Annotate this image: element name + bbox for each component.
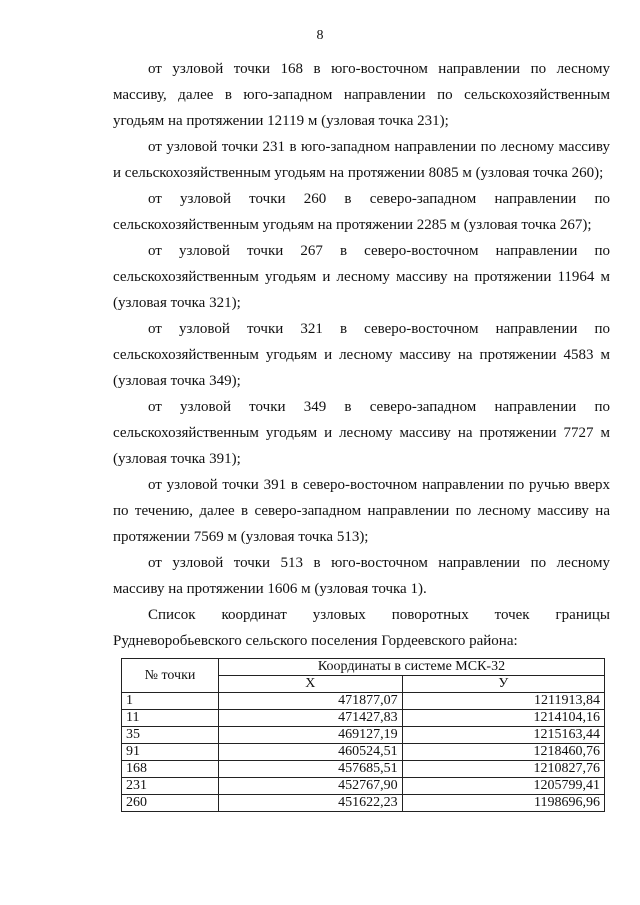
cell-y: 1218460,76 [402, 744, 604, 761]
coordinates-table [121, 658, 605, 812]
paragraph-boundary-391-513: от узловой точки 391 в северо-восточном направлении по ручью вверх по течению, далее в северо-западном направлении по лесному массиву на протяжении 7569 м (узловая точка 513); [113, 477, 610, 545]
cell-y: 1210827,76 [402, 761, 604, 778]
cell-x: 451622,23 [219, 795, 403, 812]
cell-x: 471877,07 [219, 693, 403, 710]
document-body [113, 56, 610, 654]
header-coordinate-system: Координаты в системе МСК-32 [219, 659, 605, 676]
cell-point: 231 [122, 778, 219, 795]
table-row [122, 693, 605, 710]
table-row [122, 761, 605, 778]
paragraph-boundary-349-391: от узловой точки 349 в северо-западном направлении по сельскохозяйственным угодьям и лесному массиву на протяжении 7727 м (узловая точка 391); [113, 399, 610, 467]
cell-y: 1214104,16 [402, 710, 604, 727]
cell-point: 35 [122, 727, 219, 744]
cell-x: 460524,51 [219, 744, 403, 761]
paragraph-boundary-267-321: от узловой точки 267 в северо-восточном направлении по сельскохозяйственным угодьям и лесному массиву на протяжении 11964 м (узловая точка 321); [113, 243, 610, 311]
cell-point: 91 [122, 744, 219, 761]
header-x: Х [219, 676, 403, 693]
cell-x: 457685,51 [219, 761, 403, 778]
cell-x: 469127,19 [219, 727, 403, 744]
paragraph-boundary-513-1: от узловой точки 513 в юго-восточном направлении по лесному массиву на протяжении 1606 м (узловая точка 1). [113, 555, 610, 597]
table-row [122, 727, 605, 744]
table-row [122, 795, 605, 812]
cell-y: 1205799,41 [402, 778, 604, 795]
cell-x: 471427,83 [219, 710, 403, 727]
paragraph-boundary-231-260: от узловой точки 231 в юго-западном направлении по лесному массиву и сельскохозяйственным угодьям на протяжении 8085 м (узловая точка 260); [113, 139, 610, 181]
cell-x: 452767,90 [219, 778, 403, 795]
header-point-number: № точки [122, 659, 219, 693]
cell-point: 11 [122, 710, 219, 727]
coordinates-list-intro: Список координат узловых поворотных точек границы Рудневоробьевского сельского поселения Гордеевского района: [113, 607, 610, 649]
cell-y: 1211913,84 [402, 693, 604, 710]
cell-y: 1215163,44 [402, 727, 604, 744]
header-y: У [402, 676, 604, 693]
paragraph-boundary-321-349: от узловой точки 321 в северо-восточном направлении по сельскохозяйственным угодьям и лесному массиву на протяжении 4583 м (узловая точка 349); [113, 321, 610, 389]
cell-point: 1 [122, 693, 219, 710]
paragraph-boundary-168-231: от узловой точки 168 в юго-восточном направлении по лесному массиву, далее в юго-западном направлении по сельскохозяйственным угодьям на протяжении 12119 м (узловая точка 231); [113, 61, 610, 129]
table-row [122, 744, 605, 761]
cell-point: 260 [122, 795, 219, 812]
cell-point: 168 [122, 761, 219, 778]
paragraph-boundary-260-267: от узловой точки 260 в северо-западном направлении по сельскохозяйственным угодьям на протяжении 2285 м (узловая точка 267); [113, 191, 610, 233]
table-row [122, 778, 605, 795]
table-row [122, 710, 605, 727]
cell-y: 1198696,96 [402, 795, 604, 812]
page-number: 8 [316, 28, 324, 43]
